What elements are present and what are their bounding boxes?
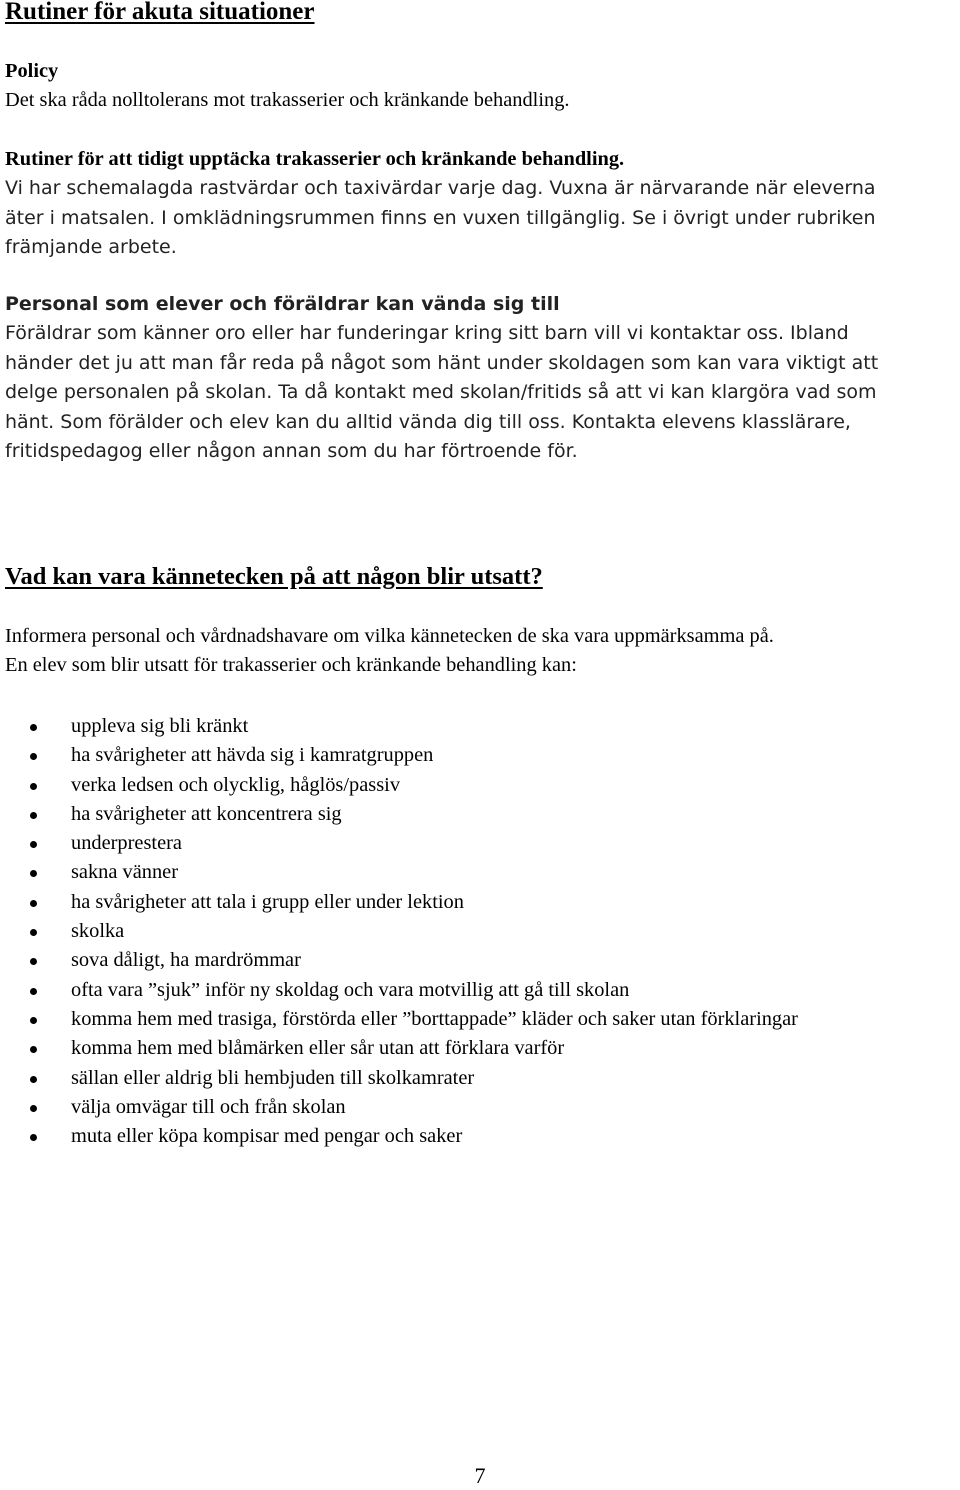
list-item-text: underprestera — [71, 832, 182, 855]
list-item — [5, 800, 960, 829]
list-item — [5, 1122, 960, 1151]
signs-intro-line: Informera personal och vårdnadshavare om vilka kännetecken de ska vara uppmärksamma på. — [5, 625, 774, 647]
contact-line: hänt. Som förälder och elev kan du alltid vända dig till oss. Kontakta elevens klasslärare, — [5, 410, 851, 433]
list-item — [5, 917, 960, 946]
list-item — [5, 976, 960, 1005]
policy-text: Det ska råda nolltolerans mot trakasserier och kränkande behandling. — [5, 89, 570, 112]
early-detection-line: äter i matsalen. I omklädningsrummen finns en vuxen tillgänglig. Se i övrigt under rubriken — [5, 206, 876, 229]
bullet-icon — [30, 1105, 37, 1112]
bullet-icon — [30, 1046, 37, 1053]
list-item — [5, 712, 960, 741]
bullet-icon — [30, 841, 37, 848]
contact-heading: Personal som elever och föräldrar kan vända sig till — [5, 293, 560, 315]
bullet-icon — [30, 783, 37, 790]
bullet-icon — [30, 724, 37, 731]
bullet-icon — [30, 929, 37, 936]
list-item-text: komma hem med blåmärken eller sår utan att förklara varför — [71, 1037, 565, 1060]
document-title: Rutiner för akuta situationer — [5, 0, 315, 25]
early-detection-line: främjande arbete. — [5, 236, 177, 259]
bullet-icon — [30, 900, 37, 907]
bullet-icon — [30, 1134, 37, 1141]
bullet-icon — [30, 958, 37, 965]
contact-line: delge personalen på skolan. Ta då kontakt med skolan/fritids så att vi kan klargöra vad som — [5, 381, 877, 404]
early-detection-heading: Rutiner för att tidigt upptäcka trakasserier och kränkande behandling. — [5, 148, 625, 170]
early-detection-section — [5, 145, 960, 263]
bullet-icon — [30, 870, 37, 877]
signs-heading: Vad kan vara kännetecken på att någon blir utsatt? — [5, 563, 543, 590]
signs-intro — [5, 622, 960, 681]
list-item — [5, 829, 960, 858]
list-item-text: komma hem med trasiga, förstörda eller ”borttappade” kläder och saker utan förklaringar — [71, 1007, 798, 1030]
contact-line: händer det ju att man får reda på något som hänt under skoldagen som kan vara viktigt att — [5, 351, 879, 374]
policy-heading: Policy — [5, 60, 59, 82]
signs-list — [5, 712, 960, 1151]
bullet-icon — [30, 1076, 37, 1083]
contact-line: Föräldrar som känner oro eller har funderingar kring sitt barn vill vi kontaktar oss. Ibland — [5, 322, 849, 345]
list-item-text: välja omvägar till och från skolan — [71, 1095, 346, 1118]
list-item-text: skolka — [71, 920, 125, 943]
list-item-text: uppleva sig bli kränkt — [71, 715, 249, 737]
list-item-text: sakna vänner — [71, 861, 179, 884]
list-item-text: sällan eller aldrig bli hembjuden till skolkamrater — [71, 1066, 475, 1089]
bullet-icon — [30, 753, 37, 760]
list-item — [5, 946, 960, 975]
policy-section — [5, 57, 960, 116]
list-item-text: ofta vara ”sjuk” inför ny skoldag och vara motvillig att gå till skolan — [71, 978, 630, 1001]
bullet-icon — [30, 1017, 37, 1024]
list-item-text: ha svårigheter att hävda sig i kamratgruppen — [71, 744, 434, 767]
list-item — [5, 1034, 960, 1063]
list-item — [5, 858, 960, 887]
list-item-text: verka ledsen och olycklig, håglös/passiv — [71, 773, 401, 796]
list-item-text: sova dåligt, ha mardrömmar — [71, 949, 301, 972]
list-item-text: ha svårigheter att koncentrera sig — [71, 802, 342, 825]
list-item — [5, 888, 960, 917]
contact-section — [5, 290, 960, 466]
list-item — [5, 1064, 960, 1093]
page-number: 7 — [474, 1463, 486, 1488]
list-item-text: ha svårigheter att tala i grupp eller under lektion — [71, 890, 464, 913]
list-item — [5, 1005, 960, 1034]
bullet-icon — [30, 812, 37, 819]
list-item — [5, 741, 960, 770]
list-item — [5, 1093, 960, 1122]
contact-line: fritidspedagog eller någon annan som du har förtroende för. — [5, 440, 578, 463]
early-detection-line: Vi har schemalagda rastvärdar och taxivärdar varje dag. Vuxna är närvarande när eleverna — [5, 177, 876, 200]
signs-intro-line: En elev som blir utsatt för trakasserier och kränkande behandling kan: — [5, 654, 577, 677]
list-item-text: muta eller köpa kompisar med pengar och saker — [71, 1125, 463, 1148]
list-item — [5, 771, 960, 800]
bullet-icon — [30, 988, 37, 995]
